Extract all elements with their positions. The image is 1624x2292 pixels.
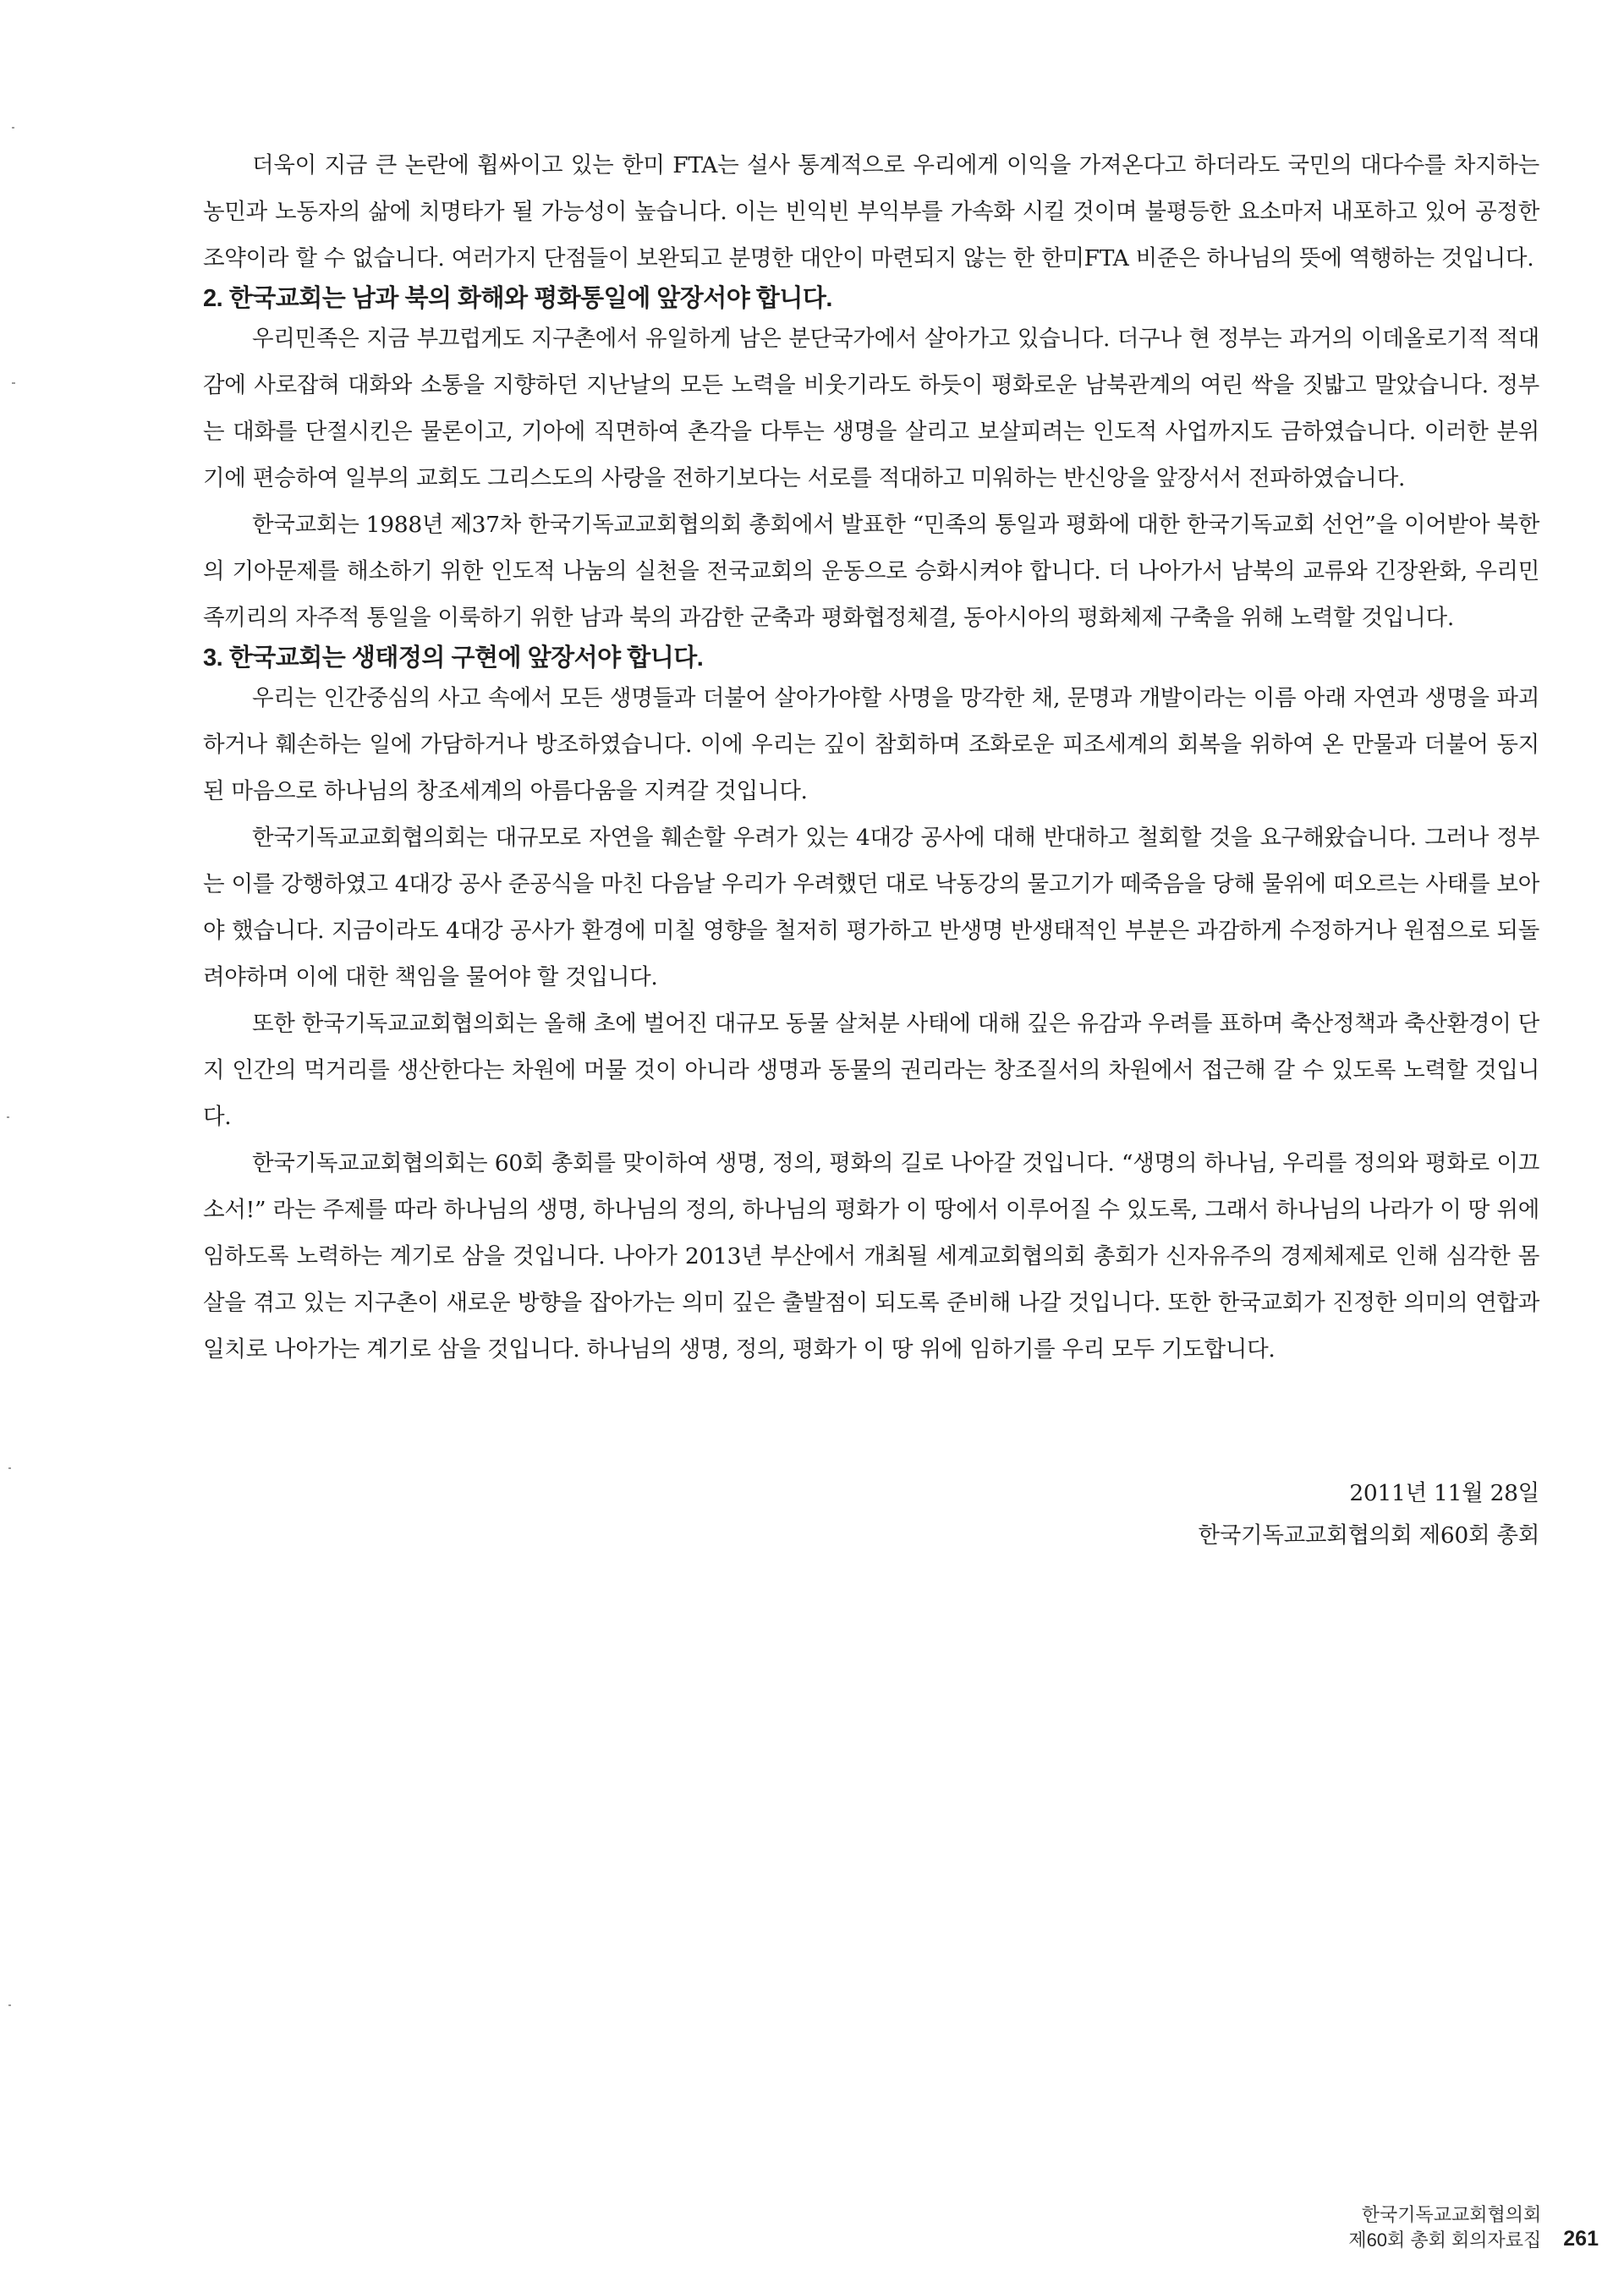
closing-paragraph: 한국기독교교회협의회는 60회 총회를 맞이하여 생명, 정의, 평화의 길로 나아갈 것입니다. “생명의 하나님, 우리를 정의와 평화로 이끄소서!” 라는 주제를 따라 하나님의 생명, 하나님의 정의, 하나님의 평화가 이 땅에서 이루어질 수 있도록, 그래서 하나님의 나라가 이 땅 위에 임하도록 노력하는 계기로 삼을 것입니다. 나아가 2013년 부산에서 개최될 세계교회협의회 총회가 신자유주의 경제체제로 인해 심각한 몸살을 겪고 있는 지구촌이 새로운 방향을 잡아가는 의미 깊은 출발점이 되도록 준비해 나갈 것입니다. 또한 한국교회가 진정한 의미의 연합과 일치로 나아가는 계기로 삼을 것입니다. 하나님의 생명, 정의, 평화가 이 땅 위에 임하기를 우리 모두 기도합니다. — [203, 1150, 1539, 1363]
signature-date: 2011년 11월 28일 — [1349, 1480, 1539, 1506]
footer-org-name: 한국기독교교회협의회 — [1361, 2204, 1542, 2225]
scan-mark — [7, 1116, 9, 1118]
page-number: 261 — [1563, 2226, 1599, 2251]
signature-organization: 한국기독교교회협의회 제60회 총회 — [1198, 1522, 1539, 1549]
page-footer — [1348, 2202, 1599, 2253]
section-2-paragraph: 우리민족은 지금 부끄럽게도 지구촌에서 유일하게 남은 분단국가에서 살아가고 있습니다. 더구나 현 정부는 과거의 이데올로기적 적대감에 사로잡혀 대화와 소통을 지향하던 지난날의 모든 노력을 비웃기라도 하듯이 평화로운 남북관계의 여린 싹을 짓밟고 말았습니다. 정부는 대화를 단절시킨은 물론이고, 기아에 직면하여 촌각을 다투는 생명을 살리고 보살피려는 인도적 사업까지도 금하였습니다. 이러한 분위기에 편승하여 일부의 교회도 그리스도의 사랑을 전하기보다는 서로를 적대하고 미워하는 반신앙을 앞장서서 전파하였습니다. — [203, 326, 1539, 491]
section-3-heading: 3. 한국교회는 생태정의 구현에 앞장서야 합니다. — [203, 644, 704, 672]
section-2-paragraph: 한국교회는 1988년 제37차 한국기독교교회협의회 총회에서 발표한 “민족의 통일과 평화에 대한 한국기독교회 선언”을 이어받아 북한의 기아문제를 해소하기 위한 인도적 나눔의 실천을 전국교회의 운동으로 승화시켜야 합니다. 더 나아가서 남북의 교류와 긴장완화, 우리민족끼리의 자주적 통일을 이룩하기 위한 남과 북의 과감한 군축과 평화협정체결, 동아시아의 평화체제 구축을 위해 노력할 것입니다. — [203, 512, 1539, 631]
scan-mark — [12, 382, 15, 384]
scan-mark — [12, 127, 14, 129]
document-body — [203, 142, 1539, 1557]
section-3-paragraph: 우리는 인간중심의 사고 속에서 모든 생명들과 더불어 살아가야할 사명을 망각한 채, 문명과 개발이라는 이름 아래 자연과 생명을 파괴하거나 훼손하는 일에 가담하거나 방조하였습니다. 이에 우리는 깊이 참회하며 조화로운 피조세계의 회복을 위하여 온 만물과 더불어 동지된 마음으로 하나님의 창조세계의 아름다움을 지켜갈 것입니다. — [203, 685, 1539, 804]
scan-mark — [8, 2004, 11, 2006]
section-3-paragraph: 또한 한국기독교교회협의회는 올해 초에 벌어진 대규모 동물 살처분 사태에 대해 깊은 유감과 우려를 표하며 축산정책과 축산환경이 단지 인간의 먹거리를 생산한다는 차원에 머물 것이 아니라 생명과 동물의 권리라는 창조질서의 차원에서 접근해 갈 수 있도록 노력할 것입니다. — [203, 1011, 1539, 1130]
signature-block — [203, 1472, 1539, 1557]
scan-mark — [8, 1467, 11, 1469]
intro-paragraph: 더욱이 지금 큰 논란에 휩싸이고 있는 한미 FTA는 설사 통계적으로 우리에게 이익을 가져온다고 하더라도 국민의 대다수를 차지하는 농민과 노동자의 삶에 치명타가 될 가능성이 높습니다. 이는 빈익빈 부익부를 가속화 시킬 것이며 불평등한 요소마저 내포하고 있어 공정한 조약이라 할 수 없습니다. 여러가지 단점들이 보완되고 분명한 대안이 마련되지 않는 한 한미FTA 비준은 하나님의 뜻에 역행하는 것입니다. — [203, 152, 1540, 271]
section-3-paragraph: 한국기독교교회협의회는 대규모로 자연을 훼손할 우려가 있는 4대강 공사에 대해 반대하고 철회할 것을 요구해왔습니다. 그러나 정부는 이를 강행하였고 4대강 공사 준공식을 마친 다음날 우리가 우려했던 대로 낙동강의 물고기가 떼죽음을 당해 물위에 떠오르는 사태를 보아야 했습니다. 지금이라도 4대강 공사가 환경에 미칠 영향을 철저히 평가하고 반생명 반생태적인 부분은 과감하게 수정하거나 원점으로 되돌려야하며 이에 대한 책임을 물어야 할 것입니다. — [203, 825, 1539, 990]
footer-publication-title: 제60회 총회 회의자료집 — [1348, 2229, 1542, 2251]
footer-publication — [1348, 2202, 1541, 2253]
section-2-heading: 2. 한국교회는 남과 북의 화해와 평화통일에 앞장서야 합니다. — [203, 285, 832, 312]
